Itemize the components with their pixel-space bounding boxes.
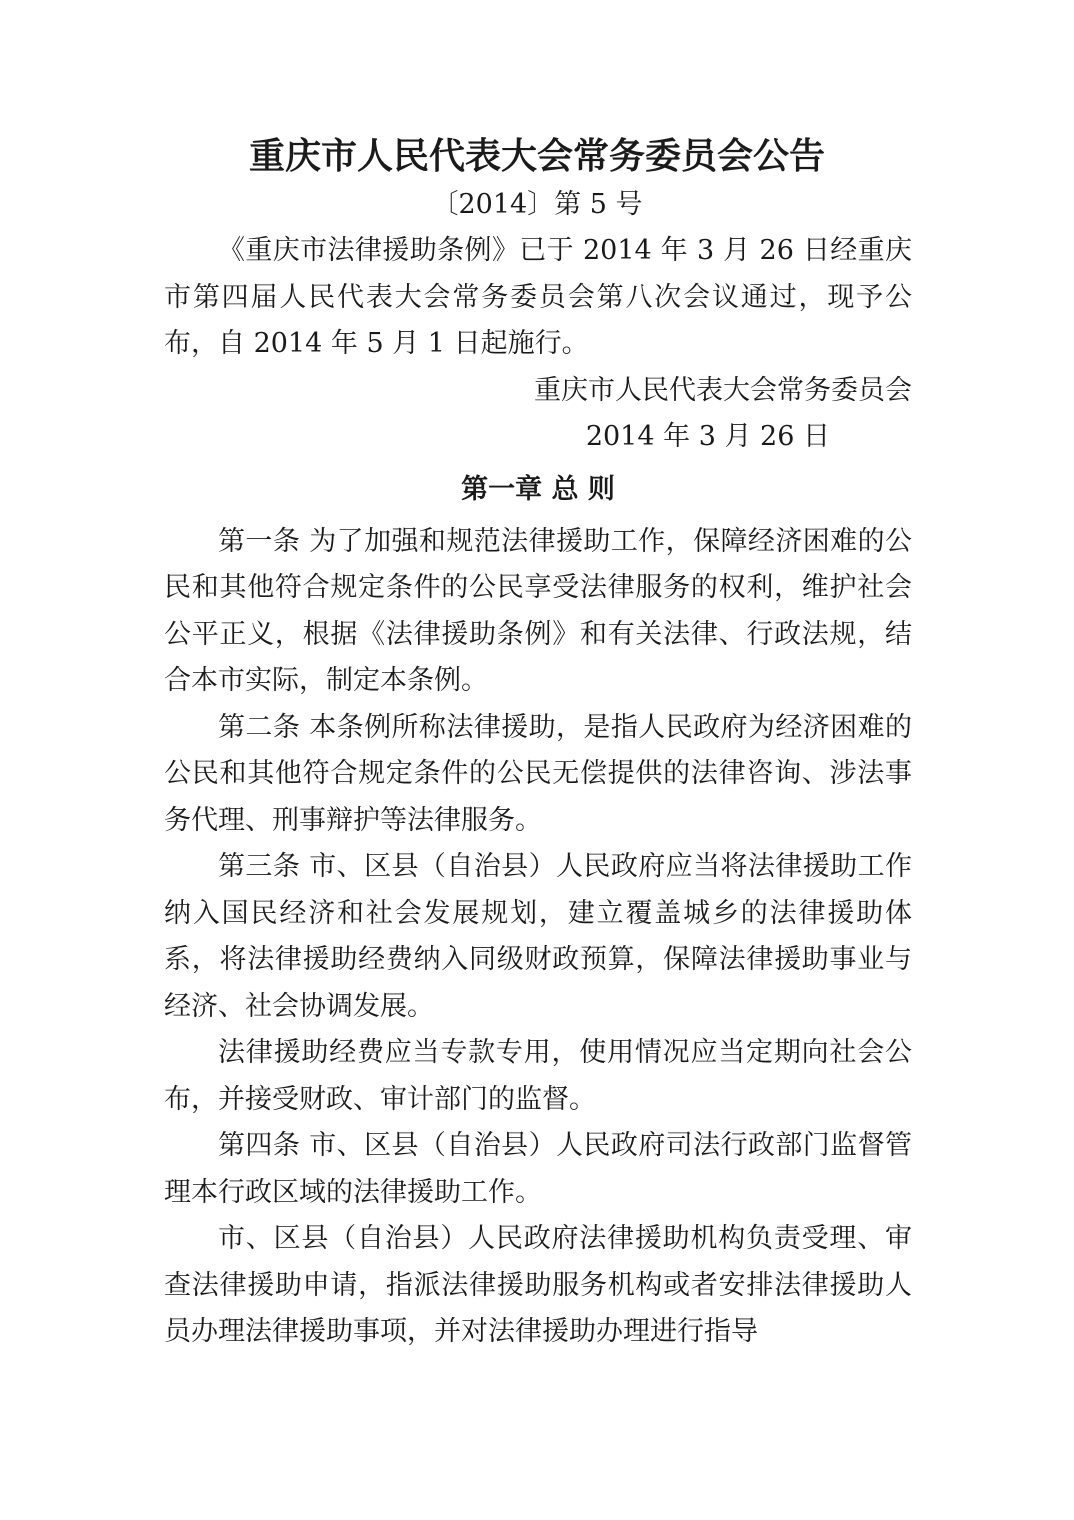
- sign-date: 2014 年 3 月 26 日: [585, 421, 830, 452]
- notice-paragraph: 《重庆市法律援助条例》已于 2014 年 3 月 26 日经重庆市第四届人民代表大会常务委员会第八次会议通过，现予公布，自 2014 年 5 月 1 日起施行。: [164, 235, 912, 359]
- document-number: 〔2014〕第 5 号: [431, 189, 643, 220]
- article-paragraph: 第四条 市、区县（自治县）人民政府司法行政部门监督管理本行政区域的法律援助工作。: [164, 1130, 912, 1208]
- signer: 重庆市人民代表大会常务委员会: [534, 374, 912, 406]
- chapter-title: 第一章 总 则: [461, 473, 615, 505]
- article-paragraph: 市、区县（自治县）人民政府法律援助机构负责受理、审查法律援助申请，指派法律援助服务机构或者安排法律援助人员办理法律援助事项，并对法律援助办理进行指导: [164, 1223, 912, 1347]
- document-title: 重庆市人民代表大会常务委员会公告: [248, 135, 825, 177]
- article-paragraph: 第一条 为了加强和规范法律援助工作，保障经济困难的公民和其他符合规定条件的公民享受法律服务的权利，维护社会公平正义，根据《法律援助条例》和有关法律、行政法规，结合本市实际，制定本条例。: [164, 525, 912, 696]
- document-body: [164, 228, 912, 1356]
- article-paragraph: 第二条 本条例所称法律援助，是指人民政府为经济困难的公民和其他符合规定条件的公民无偿提供的法律咨询、涉法事务代理、刑事辩护等法律服务。: [164, 711, 912, 836]
- article-paragraph: 第三条 市、区县（自治县）人民政府应当将法律援助工作纳入国民经济和社会发展规划，建立覆盖城乡的法律援助体系，将法律援助经费纳入同级财政预算，保障法律援助事业与经济、社会协调发展。: [164, 851, 912, 1022]
- article-paragraph: 法律援助经费应当专款专用，使用情况应当定期向社会公布，并接受财政、审计部门的监督。: [164, 1037, 912, 1115]
